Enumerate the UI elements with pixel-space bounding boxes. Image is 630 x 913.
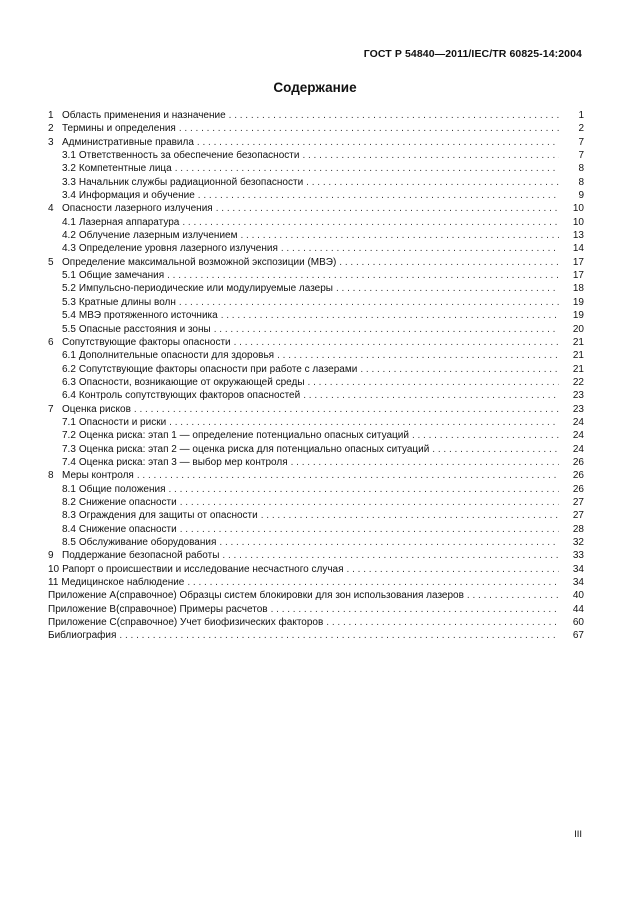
toc-entry[interactable] — [48, 256, 584, 269]
toc-entry-page: 34 — [572, 577, 584, 589]
toc-dot-leader — [119, 629, 559, 642]
toc-entry-number: 7.1 — [62, 416, 76, 428]
toc-entry-number: 4.1 — [62, 216, 76, 228]
toc-entry-number: 3 — [48, 136, 54, 148]
toc-entry-number: 6.1 — [62, 350, 76, 362]
toc-entry-number: 4.3 — [62, 243, 76, 255]
toc-entry-page: 26 — [572, 483, 584, 495]
toc-entry-label: Сопутствующие факторы опасности при работе с лазерами — [78, 363, 358, 375]
toc-entry-page: 21 — [572, 336, 584, 348]
toc-entry-page: 28 — [572, 523, 584, 535]
toc-entry-number: 7.4 — [62, 456, 76, 468]
toc-entry-label: Опасности и риски — [78, 416, 167, 428]
toc-dot-leader — [360, 363, 559, 376]
toc-dot-leader — [216, 202, 559, 215]
toc-entry-label: Начальник службы радиационной безопасности — [78, 176, 304, 188]
toc-entry[interactable] — [48, 576, 584, 589]
toc-entry[interactable] — [48, 536, 584, 549]
table-of-contents — [48, 109, 584, 643]
toc-dot-leader — [137, 469, 559, 482]
toc-entry[interactable] — [48, 176, 584, 189]
toc-entry-number: 1 — [48, 110, 54, 121]
toc-entry-label: Лазерная аппаратура — [78, 216, 180, 228]
toc-entry-number: 5.4 — [62, 310, 76, 322]
toc-entry-label: Сопутствующие факторы опасности — [62, 336, 231, 348]
toc-entry-page: 8 — [578, 163, 584, 175]
toc-entry[interactable] — [48, 549, 584, 562]
toc-entry-page: 10 — [572, 216, 584, 228]
toc-dot-leader — [222, 549, 559, 562]
toc-entry[interactable] — [48, 269, 584, 282]
toc-entry[interactable] — [48, 509, 584, 522]
toc-entry-number: 5.1 — [62, 270, 76, 282]
toc-entry[interactable] — [48, 162, 584, 175]
document-standard-header: ГОСТ Р 54840—2011/IEC/TR 60825-14:2004 — [363, 48, 582, 60]
toc-entry[interactable] — [48, 336, 584, 349]
toc-entry-page: 8 — [578, 176, 584, 188]
toc-entry-page: 22 — [572, 376, 584, 388]
toc-entry-page: 23 — [572, 403, 584, 415]
toc-entry-page: 44 — [572, 603, 584, 615]
toc-entry-page: 24 — [572, 430, 584, 442]
toc-entry-page: 19 — [572, 310, 584, 322]
toc-entry[interactable] — [48, 109, 584, 122]
toc-entry-label: Контроль сопутствующих факторов опасностей — [78, 390, 301, 402]
page-number: III — [574, 829, 582, 840]
toc-entry[interactable] — [48, 149, 584, 162]
toc-entry-number: 7.2 — [62, 430, 76, 442]
toc-entry-label: Общие положения — [78, 483, 166, 495]
toc-entry-page: 20 — [572, 323, 584, 335]
toc-dot-leader — [180, 523, 559, 536]
toc-entry[interactable] — [48, 563, 584, 576]
toc-entry-label: Кратные длины волн — [78, 296, 176, 308]
toc-entry[interactable] — [48, 456, 584, 469]
toc-dot-leader — [198, 189, 559, 202]
toc-entry[interactable] — [48, 389, 584, 402]
toc-entry-label: (справочное) Примеры расчетов — [116, 603, 268, 615]
toc-entry[interactable] — [48, 589, 584, 602]
toc-entry-page: 19 — [572, 296, 584, 308]
toc-entry[interactable] — [48, 136, 584, 149]
toc-entry[interactable] — [48, 603, 584, 616]
toc-dot-leader — [261, 509, 559, 522]
toc-entry-page: 26 — [572, 456, 584, 468]
toc-entry-number: Приложение А — [48, 590, 117, 602]
toc-entry-number: 9 — [48, 550, 54, 562]
toc-entry-label: Оценка риска: этап 3 — выбор мер контроля — [78, 456, 288, 468]
toc-dot-leader — [303, 389, 559, 402]
toc-entry-page: 33 — [572, 550, 584, 562]
toc-entry-number: Приложение В — [48, 603, 117, 615]
toc-entry-label: Рапорт о происшествии и исследование несчастного случая — [62, 563, 344, 575]
toc-entry[interactable] — [48, 296, 584, 309]
toc-entry-number: 3.3 — [62, 176, 76, 188]
toc-entry-number: 5.3 — [62, 296, 76, 308]
toc-entry-page: 17 — [572, 270, 584, 282]
toc-entry-label: Область применения и назначение — [62, 110, 226, 121]
toc-dot-leader — [214, 323, 559, 336]
toc-entry-page: 13 — [572, 230, 584, 242]
toc-entry[interactable] — [48, 429, 584, 442]
toc-entry[interactable] — [48, 496, 584, 509]
toc-entry-number: 4.2 — [62, 230, 76, 242]
toc-entry-label: Снижение опасности — [78, 496, 177, 508]
toc-entry-label: Дополнительные опасности для здоровья — [78, 350, 275, 362]
toc-entry-number: 3.2 — [62, 163, 76, 175]
toc-dot-leader — [180, 496, 559, 509]
toc-entry-label: Ответственность за обеспечение безопасности — [78, 150, 300, 162]
toc-entry-label: Облучение лазерным излучением — [78, 230, 238, 242]
toc-entry-label: Опасности, возникающие от окружающей среды — [78, 376, 305, 388]
toc-entry-page: 23 — [572, 390, 584, 402]
toc-entry-label: Общие замечания — [78, 270, 165, 282]
toc-entry[interactable] — [48, 309, 584, 322]
toc-entry-label: Термины и определения — [62, 123, 176, 135]
toc-dot-leader — [302, 149, 559, 162]
toc-entry-label: (справочное) Образцы систем блокировки для зон использования лазеров — [116, 590, 464, 602]
toc-entry-number: 8 — [48, 470, 54, 482]
toc-entry-label: Оценка риска: этап 2 — оценка риска для потенциально опасных ситуаций — [78, 443, 430, 455]
toc-dot-leader — [169, 483, 560, 496]
toc-dot-leader — [179, 296, 559, 309]
toc-dot-leader — [347, 563, 559, 576]
toc-dot-leader — [467, 589, 559, 602]
toc-entry-number: 8.3 — [62, 510, 76, 522]
toc-dot-leader — [308, 376, 559, 389]
toc-entry-number: 10 — [48, 563, 60, 575]
toc-entry-number: 8.4 — [62, 523, 76, 535]
toc-entry-page: 18 — [572, 283, 584, 295]
toc-entry[interactable] — [48, 469, 584, 482]
toc-entry-number: 6.3 — [62, 376, 76, 388]
toc-entry-label: Оценка риска: этап 1 — определение потенциально опасных ситуаций — [78, 430, 409, 442]
toc-dot-leader — [240, 229, 559, 242]
toc-entry-page: 10 — [572, 203, 584, 215]
toc-entry[interactable] — [48, 616, 584, 629]
toc-entry[interactable] — [48, 629, 584, 642]
toc-entry-page: 7 — [578, 136, 584, 148]
toc-dot-leader — [277, 349, 559, 362]
toc-entry-number: 3.1 — [62, 150, 76, 162]
toc-entry-page: 24 — [572, 416, 584, 428]
toc-entry[interactable] — [48, 403, 584, 416]
toc-entry-label: Опасности лазерного излучения — [62, 203, 213, 215]
toc-entry-page: 27 — [572, 510, 584, 522]
toc-dot-leader — [219, 536, 559, 549]
toc-entry-label: Оценка рисков — [62, 403, 131, 415]
toc-dot-leader — [167, 269, 559, 282]
toc-dot-leader — [336, 282, 559, 295]
toc-entry[interactable] — [48, 376, 584, 389]
toc-entry[interactable] — [48, 216, 584, 229]
toc-dot-leader — [221, 309, 559, 322]
toc-entry-number: 7.3 — [62, 443, 76, 455]
toc-entry[interactable] — [48, 282, 584, 295]
toc-entry[interactable] — [48, 229, 584, 242]
toc-entry-label: (справочное) Учет биофизических факторов — [116, 617, 324, 629]
toc-entry[interactable] — [48, 323, 584, 336]
toc-entry-number: 5.5 — [62, 323, 76, 335]
toc-entry-label: Меры контроля — [62, 470, 134, 482]
toc-entry-number: 2 — [48, 123, 54, 135]
toc-entry[interactable] — [48, 242, 584, 255]
toc-dot-leader — [326, 616, 559, 629]
toc-entry-number: 8.1 — [62, 483, 76, 495]
toc-entry-number: 6.2 — [62, 363, 76, 375]
toc-entry-page: 14 — [572, 243, 584, 255]
toc-entry[interactable] — [48, 416, 584, 429]
toc-dot-leader — [179, 122, 559, 135]
toc-entry-number: 7 — [48, 403, 54, 415]
toc-entry-number: 4 — [48, 203, 54, 215]
toc-entry[interactable] — [48, 349, 584, 362]
toc-entry-label: Определение максимальной возможной экспозиции (МВЭ) — [62, 256, 337, 268]
toc-entry-page: 32 — [572, 537, 584, 548]
toc-entry-page: 7 — [578, 150, 584, 162]
toc-entry-label: Административные правила — [62, 136, 194, 148]
toc-dot-leader — [412, 429, 559, 442]
toc-entry-page: 1 — [578, 110, 584, 121]
toc-entry[interactable] — [48, 189, 584, 202]
toc-entry-page: 27 — [572, 496, 584, 508]
toc-entry-label: Медицинское наблюдение — [61, 577, 185, 589]
toc-dot-leader — [229, 109, 559, 122]
toc-entry-page: 17 — [572, 256, 584, 268]
toc-entry-number: 6 — [48, 336, 54, 348]
toc-dot-leader — [234, 336, 559, 349]
toc-dot-leader — [339, 256, 559, 269]
toc-entry[interactable] — [48, 483, 584, 496]
toc-entry-label: Импульсно-периодические или модулируемые лазеры — [78, 283, 333, 295]
toc-dot-leader — [182, 216, 559, 229]
toc-entry-label: Обслуживание оборудования — [78, 537, 217, 548]
toc-entry-page: 24 — [572, 443, 584, 455]
toc-entry[interactable] — [48, 363, 584, 376]
toc-entry-number: 8.5 — [62, 537, 76, 548]
toc-dot-leader — [175, 162, 559, 175]
toc-entry-number: 3.4 — [62, 190, 76, 202]
toc-entry-page: 2 — [578, 123, 584, 135]
toc-dot-leader — [187, 576, 559, 589]
toc-entry[interactable] — [48, 523, 584, 536]
toc-entry-page: 40 — [572, 590, 584, 602]
toc-dot-leader — [306, 176, 559, 189]
toc-entry-page: 9 — [578, 190, 584, 202]
toc-entry[interactable] — [48, 122, 584, 135]
toc-entry-label: Информация и обучение — [78, 190, 195, 202]
toc-dot-leader — [432, 443, 559, 456]
toc-entry-number: 6.4 — [62, 390, 76, 402]
toc-entry-page: 34 — [572, 563, 584, 575]
toc-dot-leader — [281, 242, 559, 255]
toc-entry-page: 67 — [572, 630, 584, 642]
toc-entry-page: 21 — [572, 350, 584, 362]
toc-entry-label: Поддержание безопасной работы — [62, 550, 220, 562]
toc-dot-leader — [291, 456, 559, 469]
toc-entry-label: Ограждения для защиты от опасности — [78, 510, 258, 522]
toc-entry-label: МВЭ протяженного источника — [78, 310, 218, 322]
toc-entry-label: Опасные расстояния и зоны — [78, 323, 211, 335]
toc-dot-leader — [271, 603, 559, 616]
toc-entry-number: 11 — [48, 577, 59, 589]
toc-entry[interactable] — [48, 443, 584, 456]
toc-entry-page: 21 — [572, 363, 584, 375]
toc-dot-leader — [134, 403, 559, 416]
toc-entry-label: Компетентные лица — [78, 163, 172, 175]
toc-entry-number: 8.2 — [62, 496, 76, 508]
toc-entry-number: 5.2 — [62, 283, 76, 295]
toc-entry-page: 60 — [572, 617, 584, 629]
toc-entry-label: Библиография — [48, 630, 117, 642]
toc-entry-label: Определение уровня лазерного излучения — [78, 243, 278, 255]
toc-entry[interactable] — [48, 202, 584, 215]
toc-entry-page: 26 — [572, 470, 584, 482]
toc-entry-number: 5 — [48, 256, 54, 268]
toc-entry-label: Снижение опасности — [78, 523, 177, 535]
toc-dot-leader — [169, 416, 559, 429]
toc-entry-number: Приложение С — [48, 617, 117, 629]
toc-dot-leader — [197, 136, 559, 149]
page-title: Содержание — [273, 80, 357, 95]
